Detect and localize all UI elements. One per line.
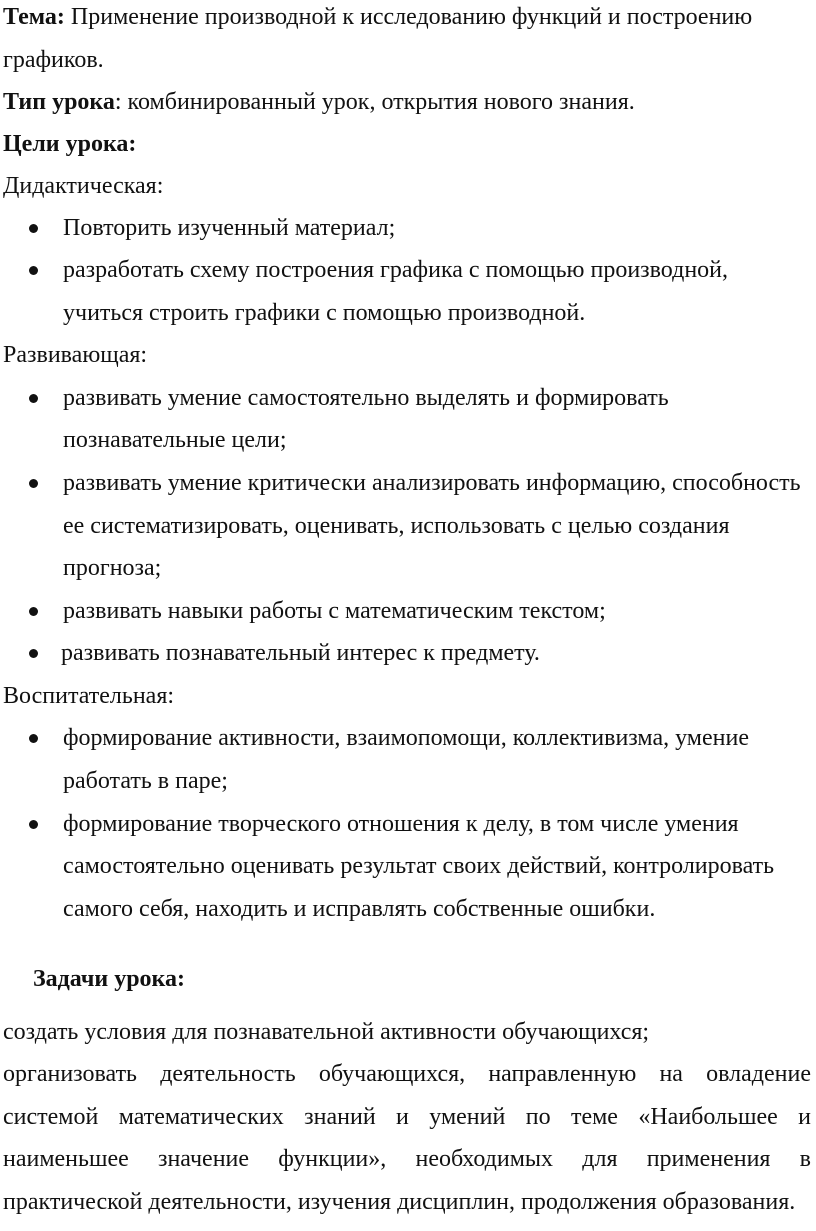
didactic-item-1: Повторить изученный материал;: [63, 215, 396, 241]
topic-text: Применение производной к исследованию функций и построению: [64, 4, 753, 30]
educational-item-1-cont: работать в паре;: [63, 768, 228, 794]
bullet-icon: [29, 479, 38, 488]
topic-line-2: графиков.: [3, 47, 104, 73]
developing-item-4: развивать познавательный интерес к предмету.: [61, 640, 540, 666]
tasks-paragraph-line: наименьшее значение функции», необходимых для применения в: [3, 1146, 811, 1172]
bullet-icon: [29, 820, 38, 829]
developing-title: Развивающая:: [3, 342, 148, 368]
educational-item-1: формирование активности, взаимопомощи, коллективизма, умение: [63, 725, 749, 751]
goals-title: Цели урока:: [3, 131, 137, 157]
lesson-type-line: [3, 87, 635, 117]
bullet-icon: [29, 649, 38, 658]
lesson-type-text: : комбинированный урок, открытия нового знания.: [114, 89, 635, 115]
bullet-icon: [29, 394, 38, 403]
developing-item-2-cont: прогноза;: [63, 555, 162, 581]
didactic-title: Дидактическая:: [3, 173, 164, 199]
tasks-title: Задачи урока:: [33, 966, 186, 992]
didactic-item-2-cont: учиться строить графики с помощью производной.: [63, 300, 586, 326]
topic-line: [3, 2, 752, 32]
lesson-type-label: Тип урока: [3, 89, 115, 115]
educational-item-2-cont: самостоятельно оценивать результат своих действий, контролировать: [63, 853, 775, 879]
didactic-item-2: разработать схему построения графика с помощью производной,: [63, 257, 729, 283]
educational-item-2-cont: самого себя, находить и исправлять собственные ошибки.: [63, 896, 656, 922]
developing-item-1-cont: познавательные цели;: [63, 427, 287, 453]
tasks-line-1: создать условия для познавательной активности обучающихся;: [3, 1019, 650, 1045]
developing-item-2-cont: ее систематизировать, оценивать, использовать с целью создания: [63, 513, 730, 539]
developing-item-1: развивать умение самостоятельно выделять и формировать: [63, 385, 669, 411]
developing-item-2: развивать умение критически анализировать информацию, способность: [63, 470, 801, 496]
developing-item-3: развивать навыки работы с математическим текстом;: [63, 598, 606, 624]
tasks-paragraph-line: системой математических знаний и умений по теме «Наибольшее и: [3, 1104, 811, 1130]
bullet-icon: [29, 607, 38, 616]
educational-item-2: формирование творческого отношения к делу, в том числе умения: [63, 811, 739, 837]
tasks-paragraph-line: практической деятельности, изучения дисциплин, продолжения образования.: [3, 1189, 796, 1215]
tasks-paragraph-line: организовать деятельность обучающихся, направленную на овладение: [3, 1061, 811, 1087]
bullet-icon: [29, 224, 38, 233]
bullet-icon: [29, 266, 38, 275]
topic-label: Тема:: [3, 4, 65, 30]
educational-title: Воспитательная:: [3, 683, 175, 709]
bullet-icon: [29, 734, 38, 743]
